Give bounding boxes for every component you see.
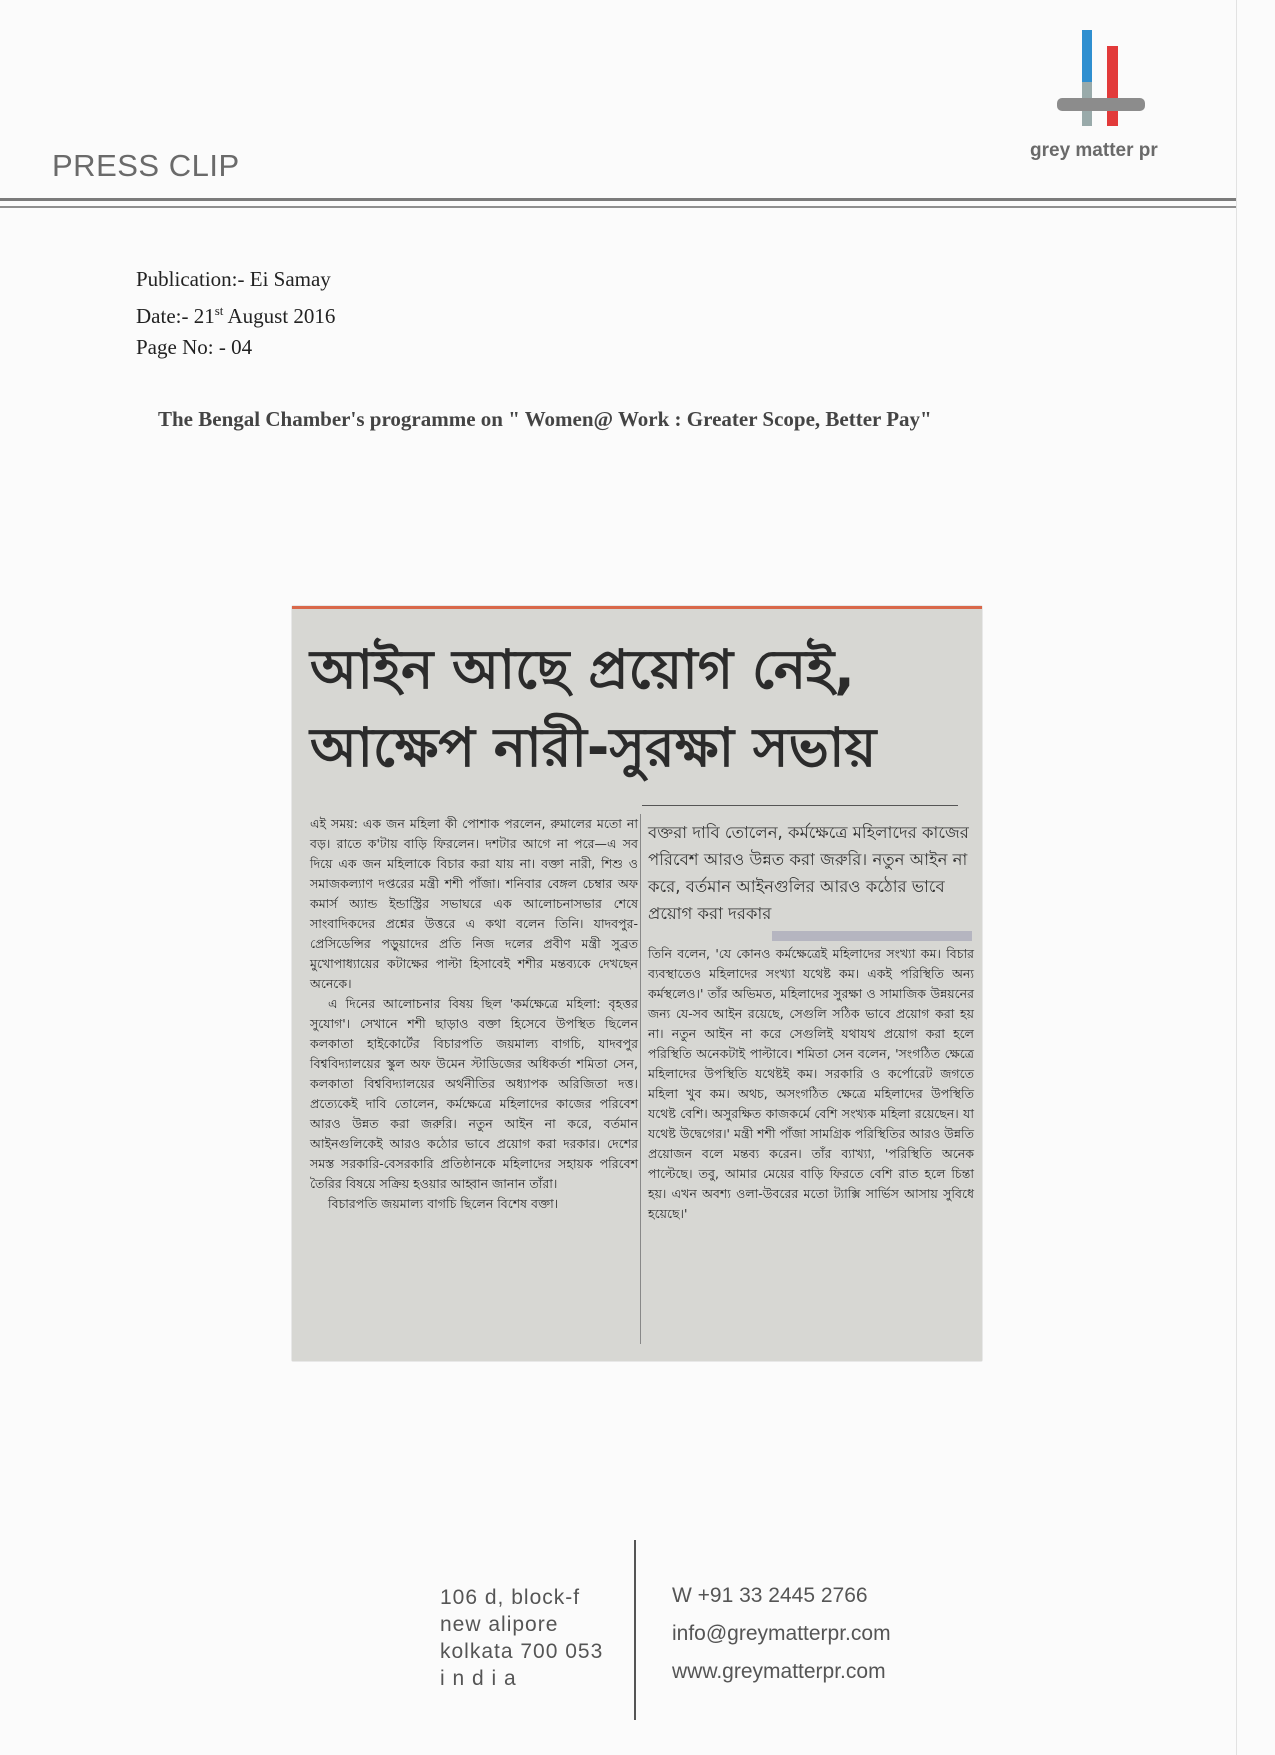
date-prefix: Date:- 21 (136, 304, 215, 328)
left-paragraph-2: এ দিনের আলোচনার বিষয় ছিল 'কর্মক্ষেত্রে মহিলা: বৃহত্তর সুযোগ'। সেখানে শশী ছাড়াও বক্তা হিসেবে উপস্থিত ছিলেন কলকাতা হাইকোর্টের বিচারপতি জয়মাল্য বাগচি, যাদবপুর বিশ্ববিদ্যালয়ের স্কুল অফ উমেন স্টাডিজের অধিকর্তা শমিতা সেন, কলকাতা বিশ্ববিদ্যালয়ের অর্থনীতির অধ্যাপক অরিজিতা দত্ত। প্রত্যেকেই দাবি তোলেন, কর্মক্ষেত্রে মহিলাদের কাজের পরিবেশ আরও উন্নত করা জরুরি। নতুন আইন না করে, বর্তমান আইনগুলিকেই আরও কঠোর ভাবে প্রয়োগ করা দরকার। দেশের সমস্ত সরকারি-বেসরকারি প্রতিষ্ঠানকে মহিলাদের সহায়ক পরিবেশ তৈরির বিষয়ে সক্রিয় হওয়ার আহ্বান জানান তাঁরা। (310, 996, 638, 1191)
page-number-line: Page No: - 04 (136, 335, 253, 359)
clipping-left-column (310, 814, 638, 1214)
grey-matter-logo-icon (1055, 26, 1150, 138)
clipping-right-column (648, 944, 974, 1224)
header-rule (0, 198, 1236, 201)
footer-contact (672, 1577, 891, 1691)
publication-line: Publication:- Ei Samay (136, 267, 331, 291)
footer-divider (634, 1540, 636, 1720)
newspaper-clipping (292, 606, 982, 1361)
pull-quote: বক্তরা দাবি তোলেন, কর্মক্ষেত্রে মহিলাদের কাজের পরিবেশ আরও উন্নত করা জরুরি। নতুন আইন না করে, বর্তমান আইনগুলির আরও কঠোর ভাবে প্রয়োগ করা দরকার (648, 823, 969, 923)
footer-address (440, 1584, 603, 1692)
address-line-2: new alipore (440, 1613, 559, 1636)
clipping-title (310, 631, 970, 787)
website-link[interactable]: www.greymatterpr.com (672, 1660, 886, 1683)
left-paragraph-1: এই সময়: এক জন মহিলা কী পোশাক পরলেন, রুমালের মতো না বড়। রাতে ক'টায় বাড়ি ফিরলেন। দশটার আগে না পরে—এ সব দিয়ে এক জন মহিলাকে বিচার করা যায় না। বক্তা নারী, শিশু ও সমাজকল্যাণ দপ্তরের মন্ত্রী শশী পাঁজা। শনিবার বেঙ্গল চেম্বার অফ কমার্স অ্যান্ড ইন্ডাস্ট্রির সভাঘরে এক আলোচনাসভার শেষে সাংবাদিকদের প্রশ্নের উত্তরে এ কথা বলেন তিনি। যাদবপুর-প্রেসিডেন্সির পড়ুয়াদের প্রতি নিজ দলের প্রবীণ মন্ত্রী সুব্রত মুখোপাধ্যায়ের কটাক্ষের পাল্টা হিসাবেই শশীর মন্তব্যকে দেখছেন অনেকে। (310, 816, 638, 991)
programme-headline: The Bengal Chamber's programme on " Women@ Work : Greater Scope, Better Pay" (158, 407, 932, 431)
email-link[interactable]: info@greymatterpr.com (672, 1622, 891, 1645)
clipping-title-line-1: আইন আছে প্রয়োগ নেই, (310, 638, 855, 701)
date-line (136, 295, 335, 332)
logo-text: grey matter pr (1030, 140, 1158, 161)
logo-red-bar (1107, 46, 1118, 126)
column-divider (640, 814, 641, 1344)
header-rule-secondary (0, 206, 1236, 208)
phone-number: W +91 33 2445 2766 (672, 1584, 868, 1607)
page-edge (1236, 0, 1237, 1755)
address-line-3: kolkata 700 053 (440, 1640, 604, 1663)
press-clip-label: PRESS CLIP (52, 148, 240, 183)
left-paragraph-3: বিচারপতি জয়মাল্য বাগচি ছিলেন বিশেষ বক্তা। (328, 1196, 559, 1211)
date-suffix-sup: st (214, 303, 224, 318)
clipping-title-rule (642, 805, 958, 806)
pull-quote-bar (772, 931, 972, 941)
logo-grey-bar (1057, 98, 1145, 111)
clip-metadata (136, 264, 335, 363)
date-month-year: August 2016 (223, 304, 336, 328)
right-paragraph-1: তিনি বলেন, 'যে কোনও কর্মক্ষেত্রেই মহিলাদের সংখ্যা কম। বিচার ব্যবস্থাতেও মহিলাদের সংখ্যা যথেষ্ট কম। একই পরিস্থিতি অন্য কর্মস্থলেও।' তাঁর অভিমত, মহিলাদের সুরক্ষা ও সামাজিক উন্নয়নের জন্য যে-সব আইন রয়েছে, সেগুলি সঠিক ভাবে প্রয়োগ করা হয় না। নতুন আইন না করে সেগুলিই যথাযথ প্রয়োগ করা হলে পরিস্থিতি অনেকটাই পাল্টাবে। শমিতা সেন বলেন, 'সংগঠিত ক্ষেত্রে মহিলাদের উপস্থিতি যথেষ্টই কম। সরকারি ও কর্পোরেট জগতে মহিলা খুব কম। অথচ, অসংগঠিত ক্ষেত্রে মহিলাদের উপস্থিতি যথেষ্ট বেশি। অসুরক্ষিত কাজকর্মে বেশি সংখ্যক মহিলা রয়েছেন। যা যথেষ্ট উদ্বেগের।' মন্ত্রী শশী পাঁজা সামগ্রিক পরিস্থিতির আরও উন্নতি প্রয়োজন বলে মন্তব্য করেন। তাঁর ব্যাখ্যা, 'পরিস্থিতি অনেক পাল্টেছে। তবু, আমার মেয়ের বাড়ি ফিরতে বেশি রাত হলে চিন্তা হয়। এখন অবশ্য ওলা-উবরের মতো ট্যাক্সি সার্ভিস আসায় সুবিধে হয়েছে।' (648, 946, 974, 1221)
address-line-1: 106 d, block-f (440, 1586, 581, 1609)
address-line-4: i n d i a (440, 1667, 517, 1690)
clipping-title-line-2: আক্ষেপ নারী-সুরক্ষা সভায় (310, 716, 877, 779)
logo-blue-bar (1082, 30, 1092, 82)
